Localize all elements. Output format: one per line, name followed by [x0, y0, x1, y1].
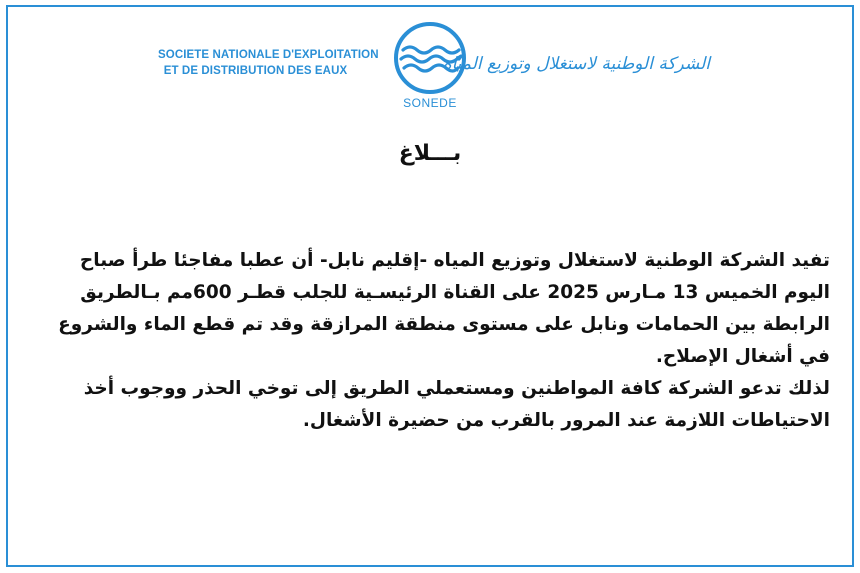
- company-name-french-line1: SOCIETE NATIONALE D'EXPLOITATION: [158, 49, 379, 61]
- notice-body: [30, 245, 830, 437]
- notice-line: الاحتياطات اللازمة عند المرور بالقرب من حضيرة الأشغال.: [302, 410, 830, 431]
- notice-line: الرابطة بين الحمامات ونابل على مستوى منطقة المرازقة وقد تم قطع الماء والشروع: [58, 314, 830, 335]
- notice-title: بـــلاغ: [398, 141, 462, 166]
- company-name-french-line2: ET DE DISTRIBUTION DES EAUX: [163, 65, 348, 77]
- notice-line: اليوم الخميس 13 مـارس 2025 على القناة الرئيسـية للجلب قطـر 600مم بـالطريق: [80, 282, 830, 303]
- company-name-arabic: الشركة الوطنية لاستغلال وتوزيع المياه: [442, 54, 710, 74]
- logo-name: SONEDE: [403, 96, 457, 110]
- notice-line: تفيد الشركة الوطنية لاستغلال وتوزيع المياه -إقليم نابل- أن عطبا مفاجئا طرأ صباح: [79, 250, 830, 271]
- company-name-french: [158, 47, 379, 79]
- notice-line: لذلك تدعو الشركة كافة المواطنين ومستعملي الطريق إلى توخي الحذر ووجوب أخذ: [83, 378, 830, 399]
- notice-line: في أشغال الإصلاح.: [655, 346, 830, 367]
